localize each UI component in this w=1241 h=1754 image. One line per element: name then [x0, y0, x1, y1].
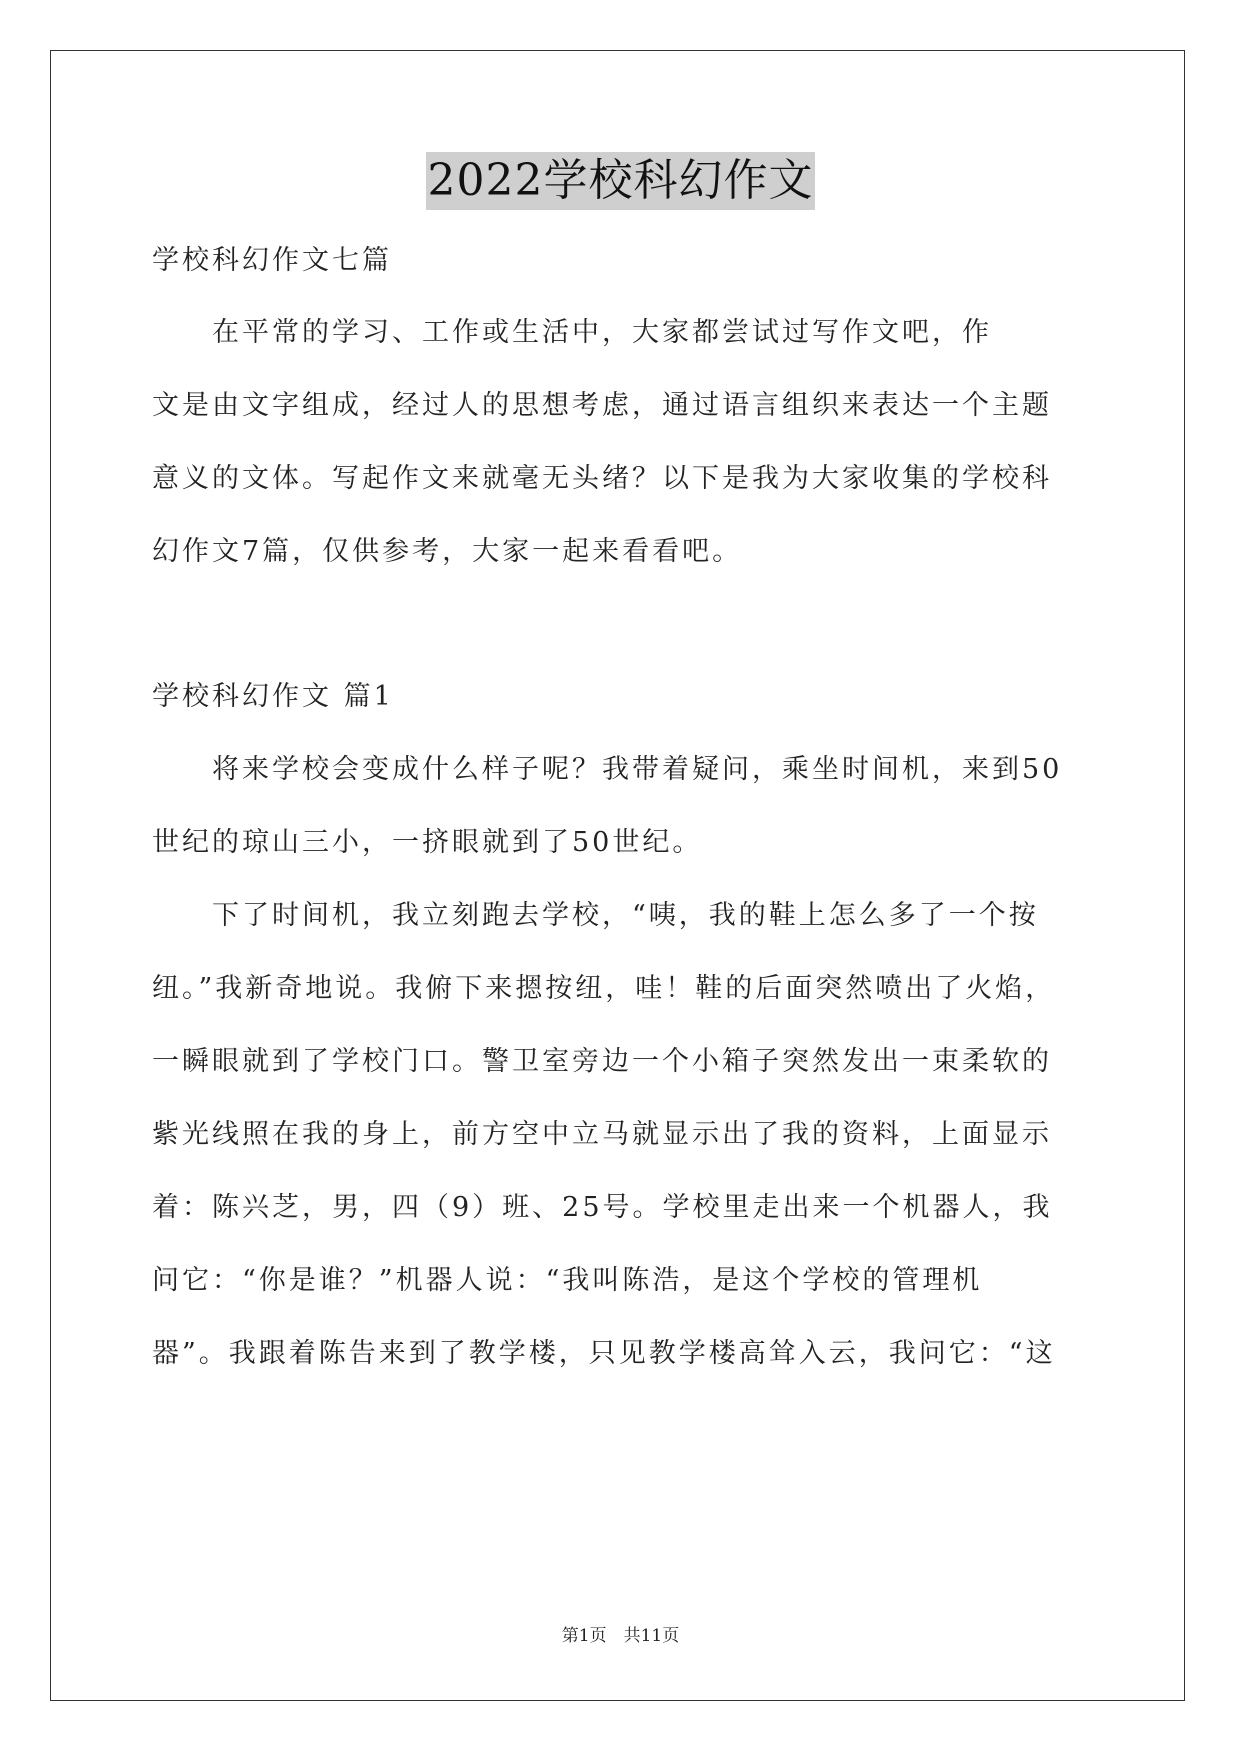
intro-line: 幻作文7篇，仅供参考，大家一起来看看吧。	[152, 536, 743, 567]
body-line: 将来学校会变成什么样子呢？我带着疑问，乘坐时间机，来到50	[152, 754, 1063, 785]
page-footer: 第1页 共11页	[561, 1626, 680, 1646]
document-title: 2022学校科幻作文	[426, 152, 816, 210]
intro-line: 意义的文体。写起作文来就毫无头绪？以下是我为大家收集的学校科	[152, 463, 1052, 494]
intro-line: 文是由文字组成，经过人的思想考虑，通过语言组织来表达一个主题	[152, 390, 1052, 421]
body-line: 一瞬眼就到了学校门口。警卫室旁边一个小箱子突然发出一束柔软的	[152, 1046, 1052, 1077]
body-line: 纽。”我新奇地说。我俯下来摁按纽，哇！鞋的后面突然喷出了火焰，	[152, 973, 1056, 1004]
document-subtitle: 学校科幻作文七篇	[152, 245, 392, 276]
page-border	[50, 50, 1185, 1701]
body-line: 下了时间机，我立刻跑去学校，“咦，我的鞋上怎么多了一个按	[152, 900, 1039, 931]
body-line: 世纪的琼山三小，一挤眼就到了50世纪。	[152, 827, 703, 858]
body-line: 紫光线照在我的身上，前方空中立马就显示出了我的资料，上面显示	[152, 1119, 1052, 1150]
intro-line: 在平常的学习、工作或生活中，大家都尝试过写作文吧，作	[152, 317, 992, 348]
body-line: 器”。我跟着陈告来到了教学楼，只见教学楼高耸入云，我问它：“这	[152, 1338, 1056, 1369]
body-line: 问它：“你是谁？”机器人说：“我叫陈浩，是这个学校的管理机	[152, 1265, 983, 1296]
title-container	[0, 152, 1241, 210]
section-heading: 学校科幻作文 篇1	[152, 681, 394, 712]
body-line: 着：陈兴芝，男，四（9）班、25号。学校里走出来一个机器人，我	[152, 1192, 1053, 1223]
